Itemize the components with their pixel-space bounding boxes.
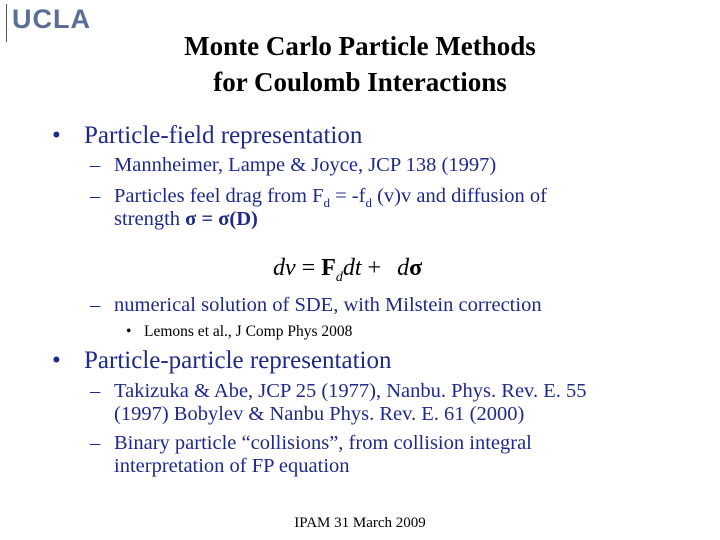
eq-dt: dt (342, 255, 362, 281)
sub-bullet-text: (1997) Bobylev & Nanbu Phys. Rev. E. 61 (2000) (114, 403, 525, 425)
title-line-1: Monte Carlo Particle Methods (184, 31, 536, 61)
dash: – (90, 294, 101, 316)
dash: – (90, 380, 101, 402)
bullet-dot: • (52, 347, 61, 374)
bullet-dot: • (52, 122, 61, 149)
drag-subscript-2: d (365, 195, 372, 211)
bullet-text: Particle-field representation (84, 122, 363, 149)
sub-bullet-text (114, 208, 258, 231)
sigma-equation: σ = σ(D) (185, 208, 258, 230)
eq-sigma: σ (409, 255, 423, 281)
logo-divider (6, 4, 7, 42)
bullet-text: Particle-particle representation (84, 347, 392, 374)
sub-bullet-text: numerical solution of SDE, with Milstein correction (114, 294, 542, 316)
dash: – (90, 185, 101, 207)
sub-bullet-text: interpretation of FP equation (114, 455, 350, 477)
eq-d: d (397, 255, 410, 281)
drag-text-mid: = -f (329, 185, 366, 207)
slide-title (110, 28, 610, 100)
drag-subscript: d (323, 195, 330, 211)
strength-label: strength (114, 208, 186, 230)
title-line-2: for Coulomb Interactions (213, 67, 507, 97)
dash: – (90, 432, 101, 454)
eq-equals: = (295, 255, 322, 281)
eq-dv: dv (273, 255, 296, 281)
sub-bullet-text: Binary particle “collisions”, from collision integral (114, 432, 532, 454)
bullet-dot: • (126, 323, 132, 340)
sub-bullet-text: Takizuka & Abe, JCP 25 (1977), Nanbu. Phys. Rev. E. 55 (114, 380, 587, 402)
sde-equation (273, 254, 422, 292)
ucla-logo: UCLA (12, 4, 91, 34)
eq-F: F (321, 255, 336, 281)
sub-sub-bullet-text: Lemons et al., J Comp Phys 2008 (144, 323, 353, 340)
drag-text-start: Particles feel drag from F (114, 185, 324, 207)
drag-text-tail: (v)v and diffusion of (371, 185, 547, 207)
sub-bullet-text: Mannheimer, Lampe & Joyce, JCP 138 (1997) (114, 154, 497, 176)
eq-plus: + (361, 255, 388, 281)
eq-subscript: d (335, 269, 343, 285)
dash: – (90, 154, 101, 176)
footer: IPAM 31 March 2009 (294, 515, 426, 531)
